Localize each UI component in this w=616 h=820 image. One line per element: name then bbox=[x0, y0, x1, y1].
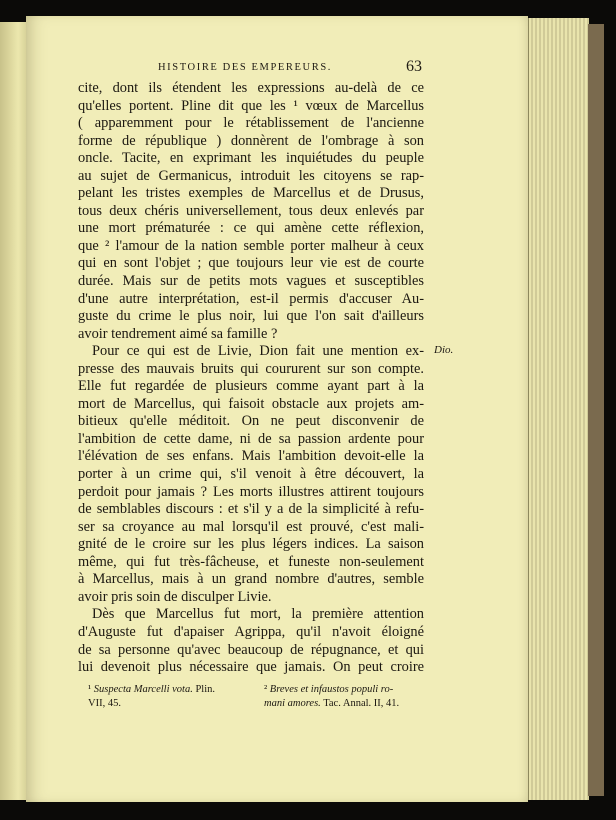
text-line: même, qui fut très-fâcheuse, et funeste non-seulement bbox=[78, 553, 424, 570]
text-line: pelant les tristes exemples de Marcellus et de Drusus, bbox=[78, 185, 424, 202]
text-line: qui en sont l'objet ; que toujours leur vie est de courte bbox=[78, 255, 424, 272]
text-line: durée. Mais sur de petits mots vagues et susceptibles bbox=[78, 273, 424, 290]
footnote-mark: ² bbox=[264, 684, 268, 695]
text-line: Elle fut regardée de plusieurs comme ayant part à la bbox=[78, 378, 424, 395]
running-title: HISTOIRE DES EMPEREURS. bbox=[158, 62, 332, 73]
text-line: que ² l'amour de la nation semble porter malheur à ceux bbox=[78, 237, 424, 254]
footnote-reference: VII, 45. bbox=[88, 698, 121, 709]
text-line: Dès que Marcellus fut mort, la première attention bbox=[92, 606, 424, 623]
text-line: lui devenoit plus nécessaire que jamais. On peut croire bbox=[78, 659, 424, 676]
text-line: de semblables discours : et s'il y a de la simplicité à refu- bbox=[78, 501, 424, 518]
page-number: 63 bbox=[406, 58, 422, 75]
text-line: porter à un crime qui, s'il venoit à être découvert, la bbox=[78, 466, 424, 483]
text-line: cite, dont ils étendent les expressions au-delà de ce bbox=[78, 80, 424, 96]
text-line: tous deux chéris universellement, tous deux enlevés par bbox=[78, 202, 424, 219]
text-line: bitieux qu'elle méditoit. On ne peut disconvenir de bbox=[78, 413, 424, 430]
text-line: forme de république ) donnèrent de l'ombrage à son bbox=[78, 132, 424, 149]
text-line: Pour ce qui est de Livie, Dion fait une mention ex- bbox=[92, 343, 424, 360]
text-line: mort de Marcellus, qui faisoit obstacle aux projets am- bbox=[78, 395, 424, 412]
text-line: d'Auguste fut d'apaiser Agrippa, qu'il n'avoit éloigné bbox=[78, 623, 424, 640]
paragraph-2 bbox=[78, 343, 424, 606]
margin-note: Dio. bbox=[434, 344, 454, 356]
text-line: d'une autre interprétation, est-il permis d'accuser Au- bbox=[78, 290, 424, 307]
footnote-source: Plin. bbox=[192, 684, 216, 695]
text-line: oncle. Tacite, en exprimant les inquiétudes du peuple bbox=[78, 150, 424, 167]
footnote-quote: Breves et infaustos populi ro- bbox=[269, 684, 394, 695]
footnote-1 bbox=[88, 683, 258, 711]
text-line: avoir pris soin de disculper Livie. bbox=[78, 588, 272, 605]
text-line: à Marcellus, mais à un grand nombre d'autres, semble bbox=[78, 571, 424, 588]
footnote-quote: Suspecta Marcelli vota. bbox=[93, 684, 193, 695]
text-line: au sujet de Germanicus, introduit les citoyens se rap- bbox=[78, 167, 424, 184]
text-line: presse des mauvais bruits qui coururent sur son compte. bbox=[78, 360, 424, 377]
text-line: guste du crime le plus noir, lui que l'on sait d'ailleurs bbox=[78, 308, 424, 325]
page-stack-edge bbox=[528, 18, 589, 800]
footnote-mark: ¹ bbox=[88, 684, 92, 695]
text-line: l'ambition de cette dame, ni de sa passion ardente pour bbox=[78, 430, 424, 447]
footnote-reference: Tac. Annal. II, 41. bbox=[320, 698, 400, 709]
text-line: de sa personne qu'avec beaucoup de répugnance, et qui bbox=[78, 641, 424, 658]
text-line: une mort prématurée : ce qui amène cette réflexion, bbox=[78, 220, 424, 237]
body-text bbox=[78, 80, 424, 677]
left-page-edge bbox=[0, 22, 27, 800]
paragraph-3 bbox=[78, 606, 424, 676]
paragraph-1 bbox=[78, 80, 424, 343]
footnote-quote-continued: mani amores. bbox=[264, 698, 321, 709]
text-line: ser sa croyance au mal lorsqu'il est prouvé, c'est mali- bbox=[78, 518, 424, 535]
text-line: perdoit pour jamais ? Les morts illustres attirent toujours bbox=[78, 483, 424, 500]
text-line: qu'elles portent. Pline dit que les ¹ vœux de Marcellus bbox=[78, 97, 424, 114]
text-line: gnité de le croire sur les plus légers indices. La saison bbox=[78, 536, 424, 553]
book-cover-edge bbox=[588, 24, 604, 796]
text-line: ( apparemment pour le rétablissement de l'ancienne bbox=[78, 115, 424, 132]
text-line: l'élévation de ses enfans. Mais l'ambition devoit-elle la bbox=[78, 448, 424, 465]
text-line: avoir tendrement aimé sa famille ? bbox=[78, 325, 278, 342]
footnote-2 bbox=[264, 683, 434, 711]
